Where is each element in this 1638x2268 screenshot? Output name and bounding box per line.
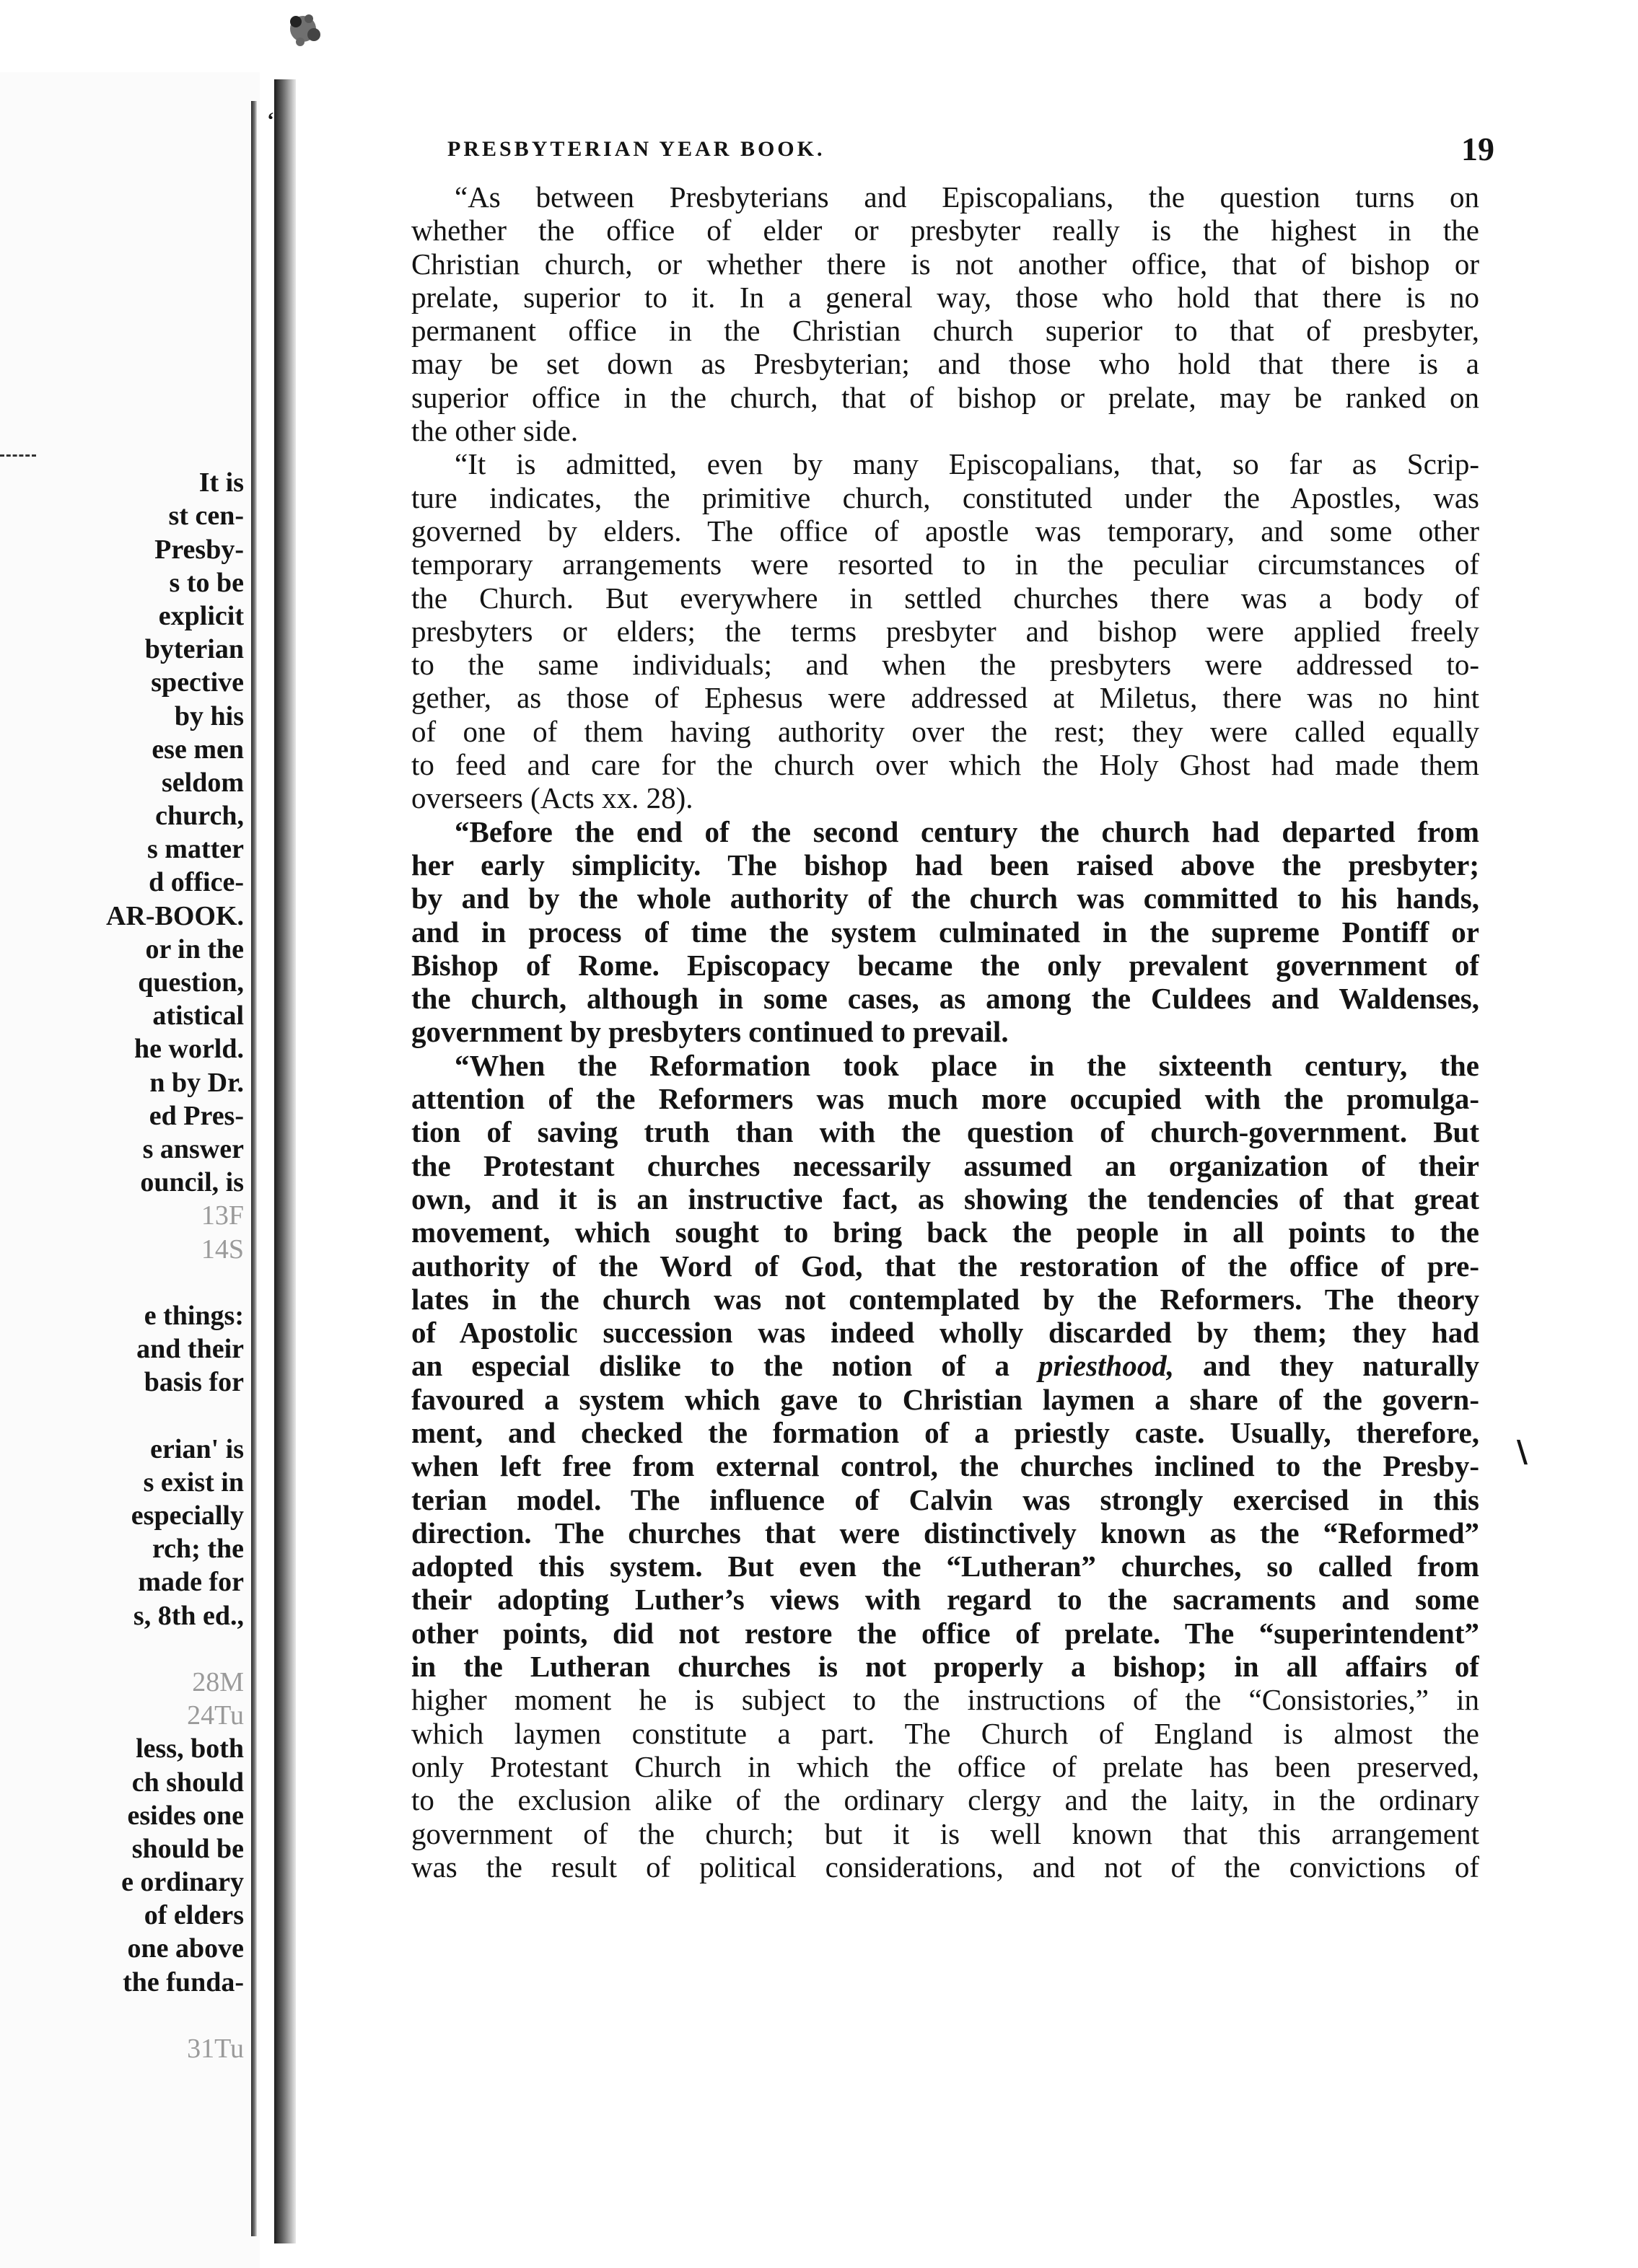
left-page-line: esides one <box>127 1800 244 1831</box>
left-page-line: e things: <box>144 1300 244 1331</box>
corner-mark: ‘ <box>267 108 274 132</box>
left-page-line: s answer <box>142 1133 244 1164</box>
body-line: the church, although in some cases, as among the Culdees and Waldenses, <box>411 982 1479 1016</box>
left-page-line: e ordinary <box>121 1867 244 1898</box>
body-line: other points, did not restore the office of prelate. The “superintendent” <box>411 1616 1479 1650</box>
left-page-line: s matter <box>147 834 244 865</box>
left-page-line: AR-BOOK. <box>105 900 244 931</box>
body-line: “It is admitted, even by many Episcopalians, that, so far as Scrip- <box>455 447 1479 481</box>
body-line: when left free from external control, the churches inclined to the Presby- <box>411 1449 1479 1483</box>
body-line: ture indicates, the primitive church, constituted under the Apostles, was <box>411 480 1479 514</box>
page-number: 19 <box>1461 131 1494 167</box>
body-line: of one of them having authority over the rest; they were called equally <box>411 714 1479 748</box>
left-page-line: church, <box>155 801 244 832</box>
left-page-line: 31Tu <box>187 2034 244 2064</box>
body-line: Christian church, or whether there is not another office, that of bishop or <box>411 247 1479 281</box>
left-page-line: and their <box>136 1334 244 1365</box>
italic-word-priesthood: priesthood, <box>1038 1349 1174 1383</box>
left-page-line: s, 8th ed., <box>133 1600 244 1631</box>
left-page-line: spective <box>151 667 244 698</box>
body-line: of Apostolic succession was indeed wholly discarded by them; they had <box>411 1316 1479 1350</box>
left-page-line: Presby- <box>154 534 244 565</box>
body-line: the Protestant churches necessarily assumed an organization of their <box>411 1148 1479 1182</box>
body-line: to feed and care for the church over which the Holy Ghost had made them <box>411 748 1479 782</box>
body-line: superior office in the church, that of bishop or prelate, may be ranked on <box>411 380 1479 414</box>
body-line: governed by elders. The office of apostle was temporary, and some other <box>411 514 1479 548</box>
body-line: by and by the whole authority of the church was committed to his hands, <box>411 882 1479 915</box>
body-line: “When the Reformation took place in the sixteenth century, the <box>455 1048 1479 1082</box>
body-line: government by presbyters continued to prevail. <box>411 1015 1009 1049</box>
left-page-line: the funda- <box>123 1966 244 1997</box>
left-page-line: question, <box>138 967 244 998</box>
left-page-line: erian' is <box>150 1433 244 1464</box>
left-page-line: should be <box>131 1833 244 1864</box>
body-line: temporary arrangements were resorted to in the peculiar circumstances of <box>411 548 1479 581</box>
body-line-segment: and they naturally <box>1173 1349 1479 1383</box>
body-line: higher moment he is subject to the instructions of the “Consistories,” in <box>411 1683 1479 1717</box>
left-page-text <box>13 433 244 2065</box>
left-page-line: byterian <box>144 634 244 665</box>
left-page-line: less, both <box>136 1733 244 1764</box>
margin-tick: ∖ <box>1512 1436 1530 1469</box>
body-line: whether the office of elder or presbyter really is the highest in the <box>411 214 1479 247</box>
left-page-line: 13F <box>201 1200 244 1231</box>
left-facing-page <box>0 72 260 2268</box>
body-line: only Protestant Church in which the office of prelate has been preserved, <box>411 1749 1479 1783</box>
body-line: Bishop of Rome. Episcopacy became the only prevalent government of <box>411 948 1479 982</box>
body-line: to the exclusion alike of the ordinary clergy and the laity, in the ordinary <box>411 1783 1479 1817</box>
left-page-line: n by Dr. <box>149 1067 244 1098</box>
left-page-line: 28M <box>192 1666 244 1697</box>
left-page-line: s exist in <box>143 1467 244 1498</box>
body-line: authority of the Word of God, that the restoration of the office of pre- <box>411 1249 1479 1283</box>
body-line: government of the church; but it is well known that this arrangement <box>411 1816 1479 1850</box>
left-page-line: by his <box>174 700 244 731</box>
left-page-line: explicit <box>158 600 244 631</box>
left-page-line: It is <box>198 467 244 498</box>
left-page-line: rch; the <box>152 1534 244 1565</box>
left-page-line <box>13 433 244 466</box>
left-page-line <box>13 1266 244 1299</box>
body-line: “As between Presbyterians and Episcopalians, the question turns on <box>455 180 1479 214</box>
left-page-line <box>13 1999 244 2032</box>
body-line: favoured a system which gave to Christian laymen a share of the govern- <box>411 1382 1479 1416</box>
body-line <box>411 1349 1479 1382</box>
left-page-line: 14S <box>201 1234 244 1265</box>
body-text <box>411 180 1479 1884</box>
left-page-line: d office- <box>149 867 244 898</box>
body-line: direction. The churches that were distinctively known as the “Reformed” <box>411 1516 1479 1550</box>
body-line: their adopting Luther’s views with regard to the sacraments and some <box>411 1583 1479 1617</box>
left-page-line: he world. <box>134 1034 244 1065</box>
body-line: ment, and checked the formation of a priestly caste. Usually, therefore, <box>411 1415 1479 1449</box>
body-line: gether, as those of Ephesus were addressed at Miletus, there was no hint <box>411 681 1479 715</box>
body-line: overseers (Acts xx. 28). <box>411 781 693 815</box>
body-line: terian model. The influence of Calvin was strongly exercised in this <box>411 1482 1479 1516</box>
body-line: the other side. <box>411 414 579 448</box>
body-line: permanent office in the Christian church superior to that of presbyter, <box>411 314 1479 348</box>
body-line: prelate, superior to it. In a general way, those who hold that there is no <box>411 280 1479 314</box>
body-line: movement, which sought to bring back the people in all points to the <box>411 1216 1479 1249</box>
body-line: to the same individuals; and when the presbyters were addressed to- <box>411 648 1479 682</box>
left-page-line: 24Tu <box>187 1700 244 1731</box>
left-page-line: ese men <box>152 734 244 765</box>
body-line: tion of saving truth than with the question of church-government. But <box>411 1115 1479 1149</box>
running-head: PRESBYTERIAN YEAR BOOK. <box>447 137 825 161</box>
left-page-line: ouncil, is <box>140 1167 244 1198</box>
body-line: in the Lutheran churches is not properly a bishop; in all affairs of <box>411 1650 1479 1684</box>
body-line: and in process of time the system culminated in the supreme Pontiff or <box>411 915 1479 949</box>
page-gutter-shadow <box>274 79 296 2243</box>
body-line: the Church. But everywhere in settled churches there was a body of <box>411 581 1479 615</box>
body-line-segment: an especial dislike to the notion of a <box>411 1349 1039 1383</box>
body-line: attention of the Reformers was much more occupied with the promulga- <box>411 1082 1479 1116</box>
left-page-line: seldom <box>162 767 244 798</box>
body-line: presbyters or elders; the terms presbyter and bishop were applied freely <box>411 614 1479 648</box>
left-page-line: s to be <box>169 567 244 598</box>
left-page-line: ed Pres- <box>149 1100 244 1131</box>
left-page-line: one above <box>127 1933 244 1964</box>
left-page-line: atistical <box>152 1001 244 1032</box>
left-page-line <box>13 1632 244 1666</box>
left-page-line: especially <box>131 1500 244 1531</box>
left-page-line: or in the <box>145 933 244 964</box>
body-line: was the result of political considerations, and not of the convictions of <box>411 1850 1479 1884</box>
body-line: own, and it is an instructive fact, as showing the tendencies of that great <box>411 1182 1479 1216</box>
left-page-edge <box>251 101 257 2236</box>
ink-blot <box>274 0 339 72</box>
body-line: may be set down as Presbyterian; and those who hold that there is a <box>411 347 1479 381</box>
left-page-line: st cen- <box>168 501 244 532</box>
left-page-line: basis for <box>144 1367 244 1398</box>
body-line: her early simplicity. The bishop had been raised above the presbyter; <box>411 848 1479 882</box>
left-page-line <box>13 1399 244 1432</box>
body-line: “Before the end of the second century the church had departed from <box>455 814 1479 848</box>
body-line: lates in the church was not contemplated by the Reformers. The theory <box>411 1282 1479 1316</box>
body-line: which laymen constitute a part. The Church of England is almost the <box>411 1716 1479 1750</box>
left-page-line: ch should <box>131 1767 244 1798</box>
left-page-line: made for <box>138 1567 244 1598</box>
body-line: adopted this system. But even the “Lutheran” churches, so called from <box>411 1550 1479 1583</box>
left-page-line: of elders <box>144 1900 244 1931</box>
